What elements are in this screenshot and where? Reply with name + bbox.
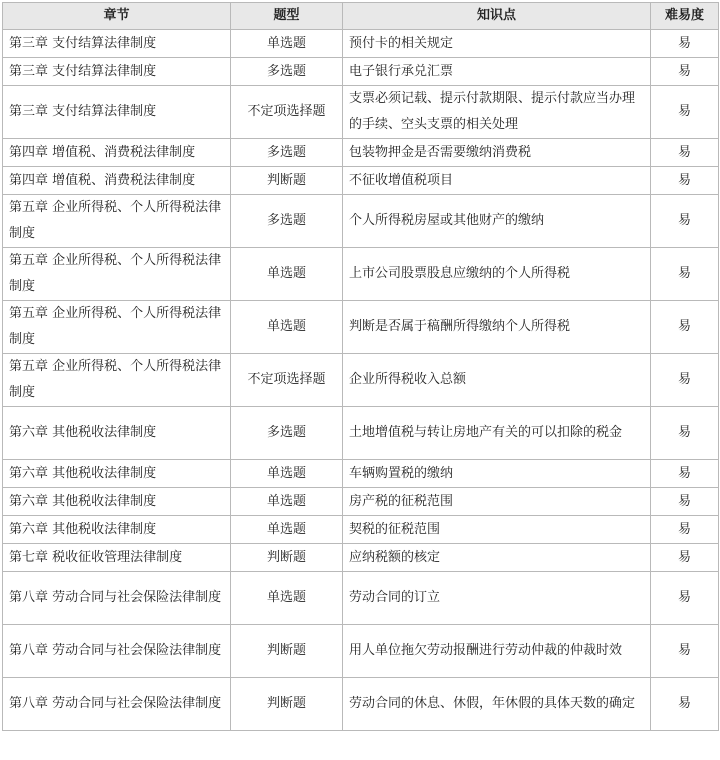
- cell-level: 易: [651, 488, 719, 516]
- cell-level: 易: [651, 354, 719, 407]
- cell-chapter: 第五章 企业所得税、个人所得税法律制度: [3, 354, 231, 407]
- cell-level: 易: [651, 625, 719, 678]
- cell-type: 单选题: [231, 301, 343, 354]
- cell-chapter: 第八章 劳动合同与社会保险法律制度: [3, 678, 231, 731]
- cell-point: 契税的征税范围: [343, 516, 651, 544]
- table-row: [3, 301, 719, 354]
- table-row: [3, 488, 719, 516]
- cell-point: 房产税的征税范围: [343, 488, 651, 516]
- cell-chapter: 第五章 企业所得税、个人所得税法律制度: [3, 301, 231, 354]
- cell-point: 应纳税额的核定: [343, 544, 651, 572]
- cell-chapter: 第七章 税收征收管理法律制度: [3, 544, 231, 572]
- cell-level: 易: [651, 58, 719, 86]
- header-type: 题型: [231, 3, 343, 30]
- header-level: 难易度: [651, 3, 719, 30]
- cell-point: 不征收增值税项目: [343, 167, 651, 195]
- table-row: [3, 407, 719, 460]
- cell-point: 包装物押金是否需要缴纳消费税: [343, 139, 651, 167]
- cell-level: 易: [651, 301, 719, 354]
- cell-chapter: 第三章 支付结算法律制度: [3, 58, 231, 86]
- table-row: [3, 58, 719, 86]
- cell-chapter: 第五章 企业所得税、个人所得税法律制度: [3, 195, 231, 248]
- cell-level: 易: [651, 139, 719, 167]
- table-row: [3, 678, 719, 731]
- cell-point: 个人所得税房屋或其他财产的缴纳: [343, 195, 651, 248]
- table-row: [3, 167, 719, 195]
- cell-point: 上市公司股票股息应缴纳的个人所得税: [343, 248, 651, 301]
- cell-level: 易: [651, 460, 719, 488]
- cell-point: 支票必须记载、提示付款期限、提示付款应当办理的手续、空头支票的相关处理: [343, 86, 651, 139]
- table-row: [3, 625, 719, 678]
- cell-chapter: 第三章 支付结算法律制度: [3, 86, 231, 139]
- cell-type: 不定项选择题: [231, 354, 343, 407]
- cell-type: 多选题: [231, 195, 343, 248]
- cell-type: 单选题: [231, 488, 343, 516]
- header-chapter: 章节: [3, 3, 231, 30]
- cell-point: 车辆购置税的缴纳: [343, 460, 651, 488]
- header-row: [3, 3, 719, 30]
- cell-type: 判断题: [231, 544, 343, 572]
- cell-point: 预付卡的相关规定: [343, 30, 651, 58]
- cell-type: 单选题: [231, 516, 343, 544]
- cell-chapter: 第六章 其他税收法律制度: [3, 516, 231, 544]
- cell-level: 易: [651, 195, 719, 248]
- table-row: [3, 572, 719, 625]
- cell-chapter: 第八章 劳动合同与社会保险法律制度: [3, 625, 231, 678]
- table-row: [3, 139, 719, 167]
- cell-chapter: 第八章 劳动合同与社会保险法律制度: [3, 572, 231, 625]
- cell-type: 单选题: [231, 30, 343, 58]
- cell-chapter: 第四章 增值税、消费税法律制度: [3, 167, 231, 195]
- table-row: [3, 544, 719, 572]
- cell-chapter: 第六章 其他税收法律制度: [3, 407, 231, 460]
- cell-type: 判断题: [231, 625, 343, 678]
- cell-chapter: 第六章 其他税收法律制度: [3, 488, 231, 516]
- cell-type: 单选题: [231, 248, 343, 301]
- cell-type: 判断题: [231, 678, 343, 731]
- exam-knowledge-table: [2, 2, 719, 731]
- cell-point: 土地增值税与转让房地产有关的可以扣除的税金: [343, 407, 651, 460]
- cell-point: 劳动合同的订立: [343, 572, 651, 625]
- cell-level: 易: [651, 248, 719, 301]
- cell-type: 多选题: [231, 58, 343, 86]
- table-row: [3, 248, 719, 301]
- cell-level: 易: [651, 407, 719, 460]
- cell-level: 易: [651, 678, 719, 731]
- cell-chapter: 第四章 增值税、消费税法律制度: [3, 139, 231, 167]
- table-row: [3, 86, 719, 139]
- cell-level: 易: [651, 167, 719, 195]
- cell-type: 不定项选择题: [231, 86, 343, 139]
- cell-point: 用人单位拖欠劳动报酬进行劳动仲裁的仲裁时效: [343, 625, 651, 678]
- cell-level: 易: [651, 86, 719, 139]
- table-row: [3, 30, 719, 58]
- cell-type: 单选题: [231, 572, 343, 625]
- table-row: [3, 354, 719, 407]
- cell-point: 判断是否属于稿酬所得缴纳个人所得税: [343, 301, 651, 354]
- cell-type: 多选题: [231, 139, 343, 167]
- table-row: [3, 195, 719, 248]
- cell-chapter: 第三章 支付结算法律制度: [3, 30, 231, 58]
- cell-type: 单选题: [231, 460, 343, 488]
- table-row: [3, 516, 719, 544]
- cell-level: 易: [651, 572, 719, 625]
- cell-point: 电子银行承兑汇票: [343, 58, 651, 86]
- cell-chapter: 第五章 企业所得税、个人所得税法律制度: [3, 248, 231, 301]
- cell-type: 多选题: [231, 407, 343, 460]
- cell-level: 易: [651, 516, 719, 544]
- cell-level: 易: [651, 544, 719, 572]
- cell-type: 判断题: [231, 167, 343, 195]
- cell-point: 企业所得税收入总额: [343, 354, 651, 407]
- table-row: [3, 460, 719, 488]
- cell-level: 易: [651, 30, 719, 58]
- header-point: 知识点: [343, 3, 651, 30]
- cell-chapter: 第六章 其他税收法律制度: [3, 460, 231, 488]
- cell-point: 劳动合同的休息、休假，年休假的具体天数的确定: [343, 678, 651, 731]
